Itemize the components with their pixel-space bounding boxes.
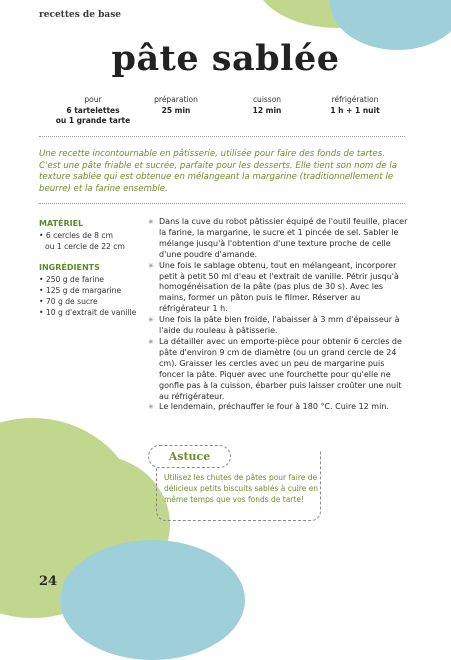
materiel-item: • 6 cercles de 8 cm: [39, 231, 113, 240]
info-label: pour: [84, 95, 102, 104]
ingredient-item: • 250 g de farine: [39, 275, 104, 284]
info-value: 25 min: [161, 105, 191, 115]
snowflake-bullet-icon: ✳: [148, 403, 154, 412]
decor-blob-blue: [60, 540, 245, 660]
section-label: recettes de base: [39, 10, 121, 20]
page-number: 24: [39, 574, 58, 589]
info-prep-time: [126, 95, 226, 116]
info-cook-time: [217, 95, 317, 116]
astuce-title: Astuce: [148, 445, 231, 468]
info-value: 12 min: [252, 105, 282, 115]
step-text: Une fois la pâte bien froide, l'abaisser à 3 mm d'épaisseur à l'aide du rouleau à pâtisserie.: [159, 315, 400, 336]
step-item: [148, 217, 410, 261]
step-text: Le lendemain, préchauffer le four à 180 °C. Cuire 12 min.: [159, 402, 389, 412]
page-title: pâte sablée: [111, 38, 340, 79]
step-item: [148, 261, 410, 316]
info-label: préparation: [154, 95, 198, 104]
steps-list: [148, 217, 410, 413]
ingredient-item: • 70 g de sucre: [39, 297, 98, 306]
materiel-heading: MATÉRIEL: [39, 219, 84, 228]
info-fridge-time: [305, 95, 405, 116]
astuce-text: Utilisez les chutes de pâtes pour faire de délicieux petits biscuits sablés à cuire en même temps que vos fonds de tarte!: [164, 473, 318, 504]
info-label: réfrigération: [331, 95, 379, 104]
info-label: cuisson: [252, 95, 282, 104]
snowflake-bullet-icon: ✳: [148, 218, 154, 226]
step-text: Dans la cuve du robot pâtissier équipé de l'outil feuille, placer la farine, la margarine, le sucre et 1 pincée de sel. Sabler le mélange jusqu'à l'obtention d'une texture proche de celle d'une poudre d'amande.: [159, 217, 408, 259]
intro-text: Une recette incontournable en pâtisserie, utilisée pour faire des fonds de tartes. C'est une pâte friable et sucrée, parfaite pour les desserts. Elle tient son nom de la texture sablée qui est obtenue en mélangeant la margarine (traditionnellement le beurre) et la farine ensemble.: [39, 149, 398, 194]
step-item: [148, 315, 410, 337]
divider: [39, 136, 405, 137]
materiel-item: ou 1 cercle de 22 cm: [45, 242, 125, 251]
info-value: 6 tartelettes ou 1 grande tarte: [55, 105, 131, 125]
snowflake-bullet-icon: ✳: [148, 316, 154, 325]
divider: [39, 203, 405, 204]
snowflake-bullet-icon: ✳: [148, 261, 154, 270]
step-text: La détailler avec un emporte-pièce pour obtenir 6 cercles de pâte d'environ 9 cm de diamètre (ou un grand cercle de 24 cm). Graisser les cercles avec un peu de margarine puis foncer la pâte. Piquer avec une fourchette pour qu'elle ne gonfle pas à la cuisson, ébarber puis laisser croûter une nuit au réfrigérateur.: [159, 336, 402, 401]
step-item: [148, 402, 410, 413]
step-text: Une fois le sablage obtenu, tout en mélangeant, incorporer petit à petit 50 ml d'eau et l'extrait de vanille. Pétrir jusqu'à homogénéisation de la pâte (pas plus de 30 s). Avec les mains, former un pâton puis le filmer. Réserver au réfrigérateur 1 h.: [159, 260, 399, 314]
ingredients-heading: INGRÉDIENTS: [39, 263, 100, 272]
step-item: [148, 337, 410, 402]
ingredient-item: • 10 g d'extrait de vanille: [39, 308, 137, 317]
info-value: 1 h + 1 nuit: [330, 105, 380, 115]
snowflake-bullet-icon: ✳: [148, 337, 154, 346]
ingredient-item: • 125 g de margarine: [39, 286, 122, 295]
